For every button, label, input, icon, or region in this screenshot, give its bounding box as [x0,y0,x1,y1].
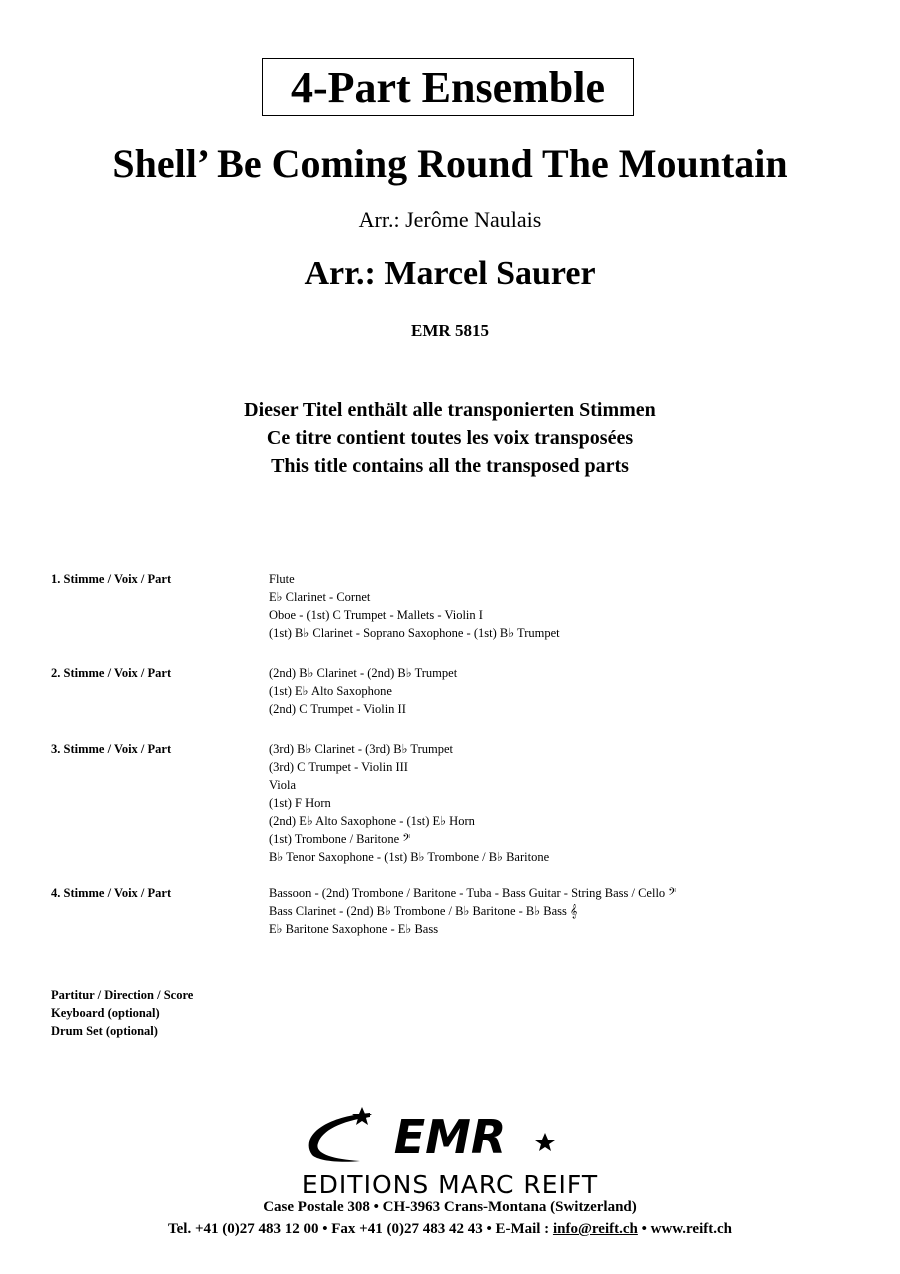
publisher-contact [0,1218,900,1240]
instrument-line: (1st) E♭ Alto Saxophone [269,684,392,698]
logo-text: EMR [393,1110,507,1164]
score-label: Partitur / Direction / Score [51,988,194,1002]
notice-english: This title contains all the transposed parts [271,455,629,477]
contact-website[interactable]: • www.reift.ch [637,1221,732,1237]
song-title: Shell’ Be Coming Round The Mountain [112,141,788,186]
part-3-instruments [269,740,549,866]
instrument-line: Bass Clarinet - (2nd) B♭ Trombone / B♭ Baritone - B♭ Bass 𝄞 [269,904,578,918]
instrument-line: (3rd) B♭ Clarinet - (3rd) B♭ Trumpet [269,742,453,756]
instrument-line: E♭ Clarinet - Cornet [269,590,371,604]
instrument-line: (2nd) E♭ Alto Saxophone - (1st) E♭ Horn [269,814,475,828]
instrument-line: E♭ Baritone Saxophone - E♭ Bass [269,922,439,936]
part-4-label: 4. Stimme / Voix / Part [51,886,172,900]
instrument-line: Bassoon - (2nd) Trombone / Baritone - Tuba - Bass Guitar - String Bass / Cello 𝄢 [269,886,677,900]
publisher-address: Case Postale 308 • CH-3963 Crans-Montana (Switzerland) [263,1199,637,1215]
keyboard-label: Keyboard (optional) [51,1006,160,1020]
contact-phone-fax: Tel. +41 (0)27 483 12 00 • Fax +41 (0)27 483 42 43 • E-Mail : [168,1221,553,1237]
instrument-line: (1st) Trombone / Baritone 𝄢 [269,832,411,846]
drum-set-label: Drum Set (optional) [51,1024,158,1038]
original-arranger: Arr.: Jerôme Naulais [358,207,542,232]
instrument-line: (2nd) B♭ Clarinet - (2nd) B♭ Trumpet [269,666,458,680]
instrument-line: Viola [269,778,297,792]
email-link[interactable]: info@reift.ch [552,1221,638,1237]
logo-star-right [535,1133,555,1151]
ensemble-type-box: 4-Part Ensemble [262,58,634,116]
instrument-line: (1st) F Horn [269,796,331,810]
publisher-name: EDITIONS MARC REIFT [301,1170,599,1199]
instrument-line: Flute [269,572,295,586]
logo-star-left [352,1107,372,1125]
instrument-line: (3rd) C Trumpet - Violin III [269,760,408,774]
notice-german: Dieser Titel enthält alle transponierten Stimmen [244,399,656,421]
instrument-line: B♭ Tenor Saxophone - (1st) B♭ Trombone / B♭ Baritone [269,850,550,864]
catalog-number: EMR 5815 [411,321,489,340]
part-1-instruments [269,570,560,642]
notice-french: Ce titre contient toutes les voix transposées [266,427,634,449]
part-2-label: 2. Stimme / Voix / Part [51,666,172,680]
arranger: Arr.: Marcel Saurer [304,255,596,292]
emr-logo [300,1103,600,1169]
part-3-label: 3. Stimme / Voix / Part [51,742,172,756]
part-2-instruments [269,664,457,718]
instrument-line: (2nd) C Trumpet - Violin II [269,702,406,716]
instrument-line: Oboe - (1st) C Trumpet - Mallets - Violin I [269,608,483,622]
part-4-instruments [269,884,676,938]
instrument-line: (1st) B♭ Clarinet - Soprano Saxophone - (1st) B♭ Trumpet [269,626,560,640]
part-1-label: 1. Stimme / Voix / Part [51,572,172,586]
